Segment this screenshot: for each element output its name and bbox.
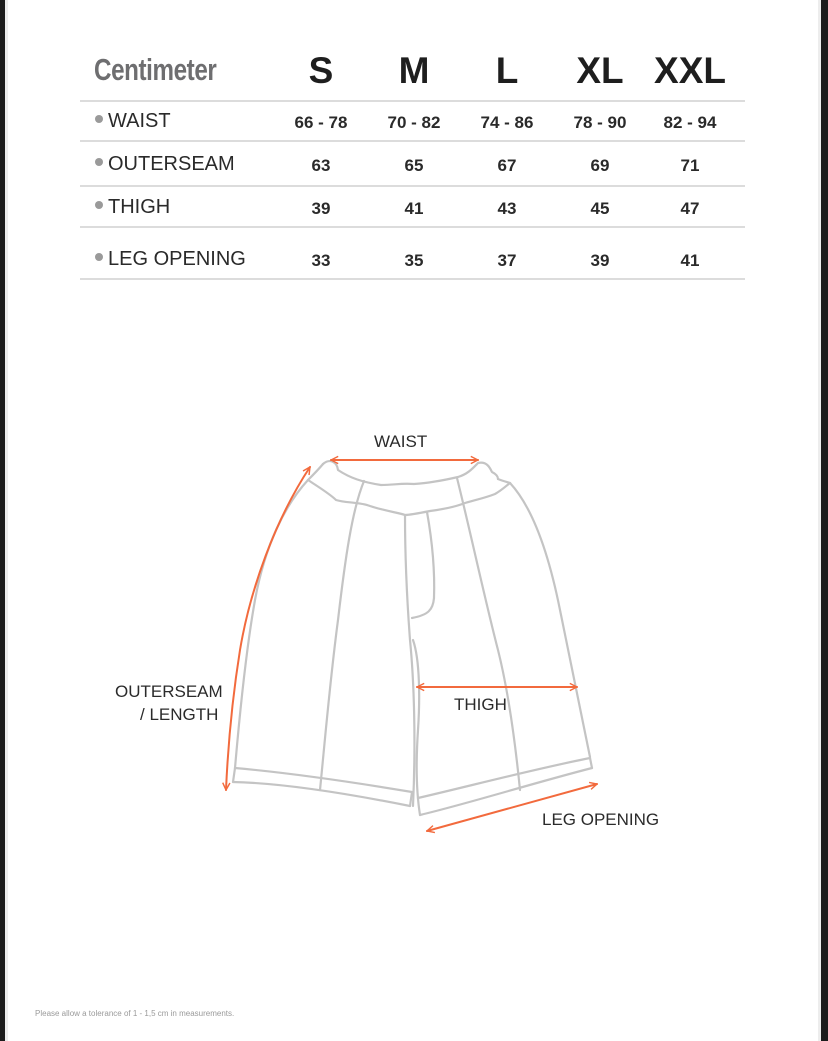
table-cell: 63 [311,156,331,175]
leg-opening-label: LEG OPENING [542,810,660,829]
table-cell: 39 [590,251,610,270]
size-header-xxl: XXL [654,50,726,91]
table-cell: 82 - 94 [663,113,717,132]
table-cell: 39 [311,199,331,218]
table-cell: 45 [590,199,610,218]
shorts-outline [233,461,592,815]
table-cell: 74 - 86 [480,113,534,132]
size-header-s: S [308,50,334,91]
thigh-label: THIGH [454,695,507,714]
table-cell: 69 [590,156,610,175]
tolerance-note: Please allow a tolerance of 1 - 1,5 cm in measurements. [35,1009,235,1018]
outerseam-arrow-icon [226,467,310,790]
table-cell: 70 - 82 [387,113,441,132]
table-cell: 41 [680,251,700,270]
waist-label: WAIST [374,432,428,451]
table-cell: 47 [680,199,700,218]
row-label: LEG OPENING [95,248,246,271]
table-cell: 35 [404,251,424,270]
size-header-l: L [495,50,519,91]
table-cell: 41 [404,199,424,218]
table-cell: 43 [497,199,517,218]
row-label: WAIST [95,110,171,133]
size-header-m: M [398,50,430,91]
size-header-xl: XL [576,50,624,91]
length-label: / LENGTH [140,705,219,724]
row-label: OUTERSEAM [95,153,235,176]
outerseam-label: OUTERSEAM [115,682,223,701]
unit-label: Centimeter [94,52,217,87]
table-cell: 37 [497,251,517,270]
table-cell: 78 - 90 [573,113,627,132]
table-cell: 66 - 78 [294,113,348,132]
table-cell: 67 [497,156,517,175]
table-cell: 65 [404,156,424,175]
table-cell: 71 [680,156,700,175]
table-cell: 33 [311,251,331,270]
row-label: THIGH [95,196,170,219]
